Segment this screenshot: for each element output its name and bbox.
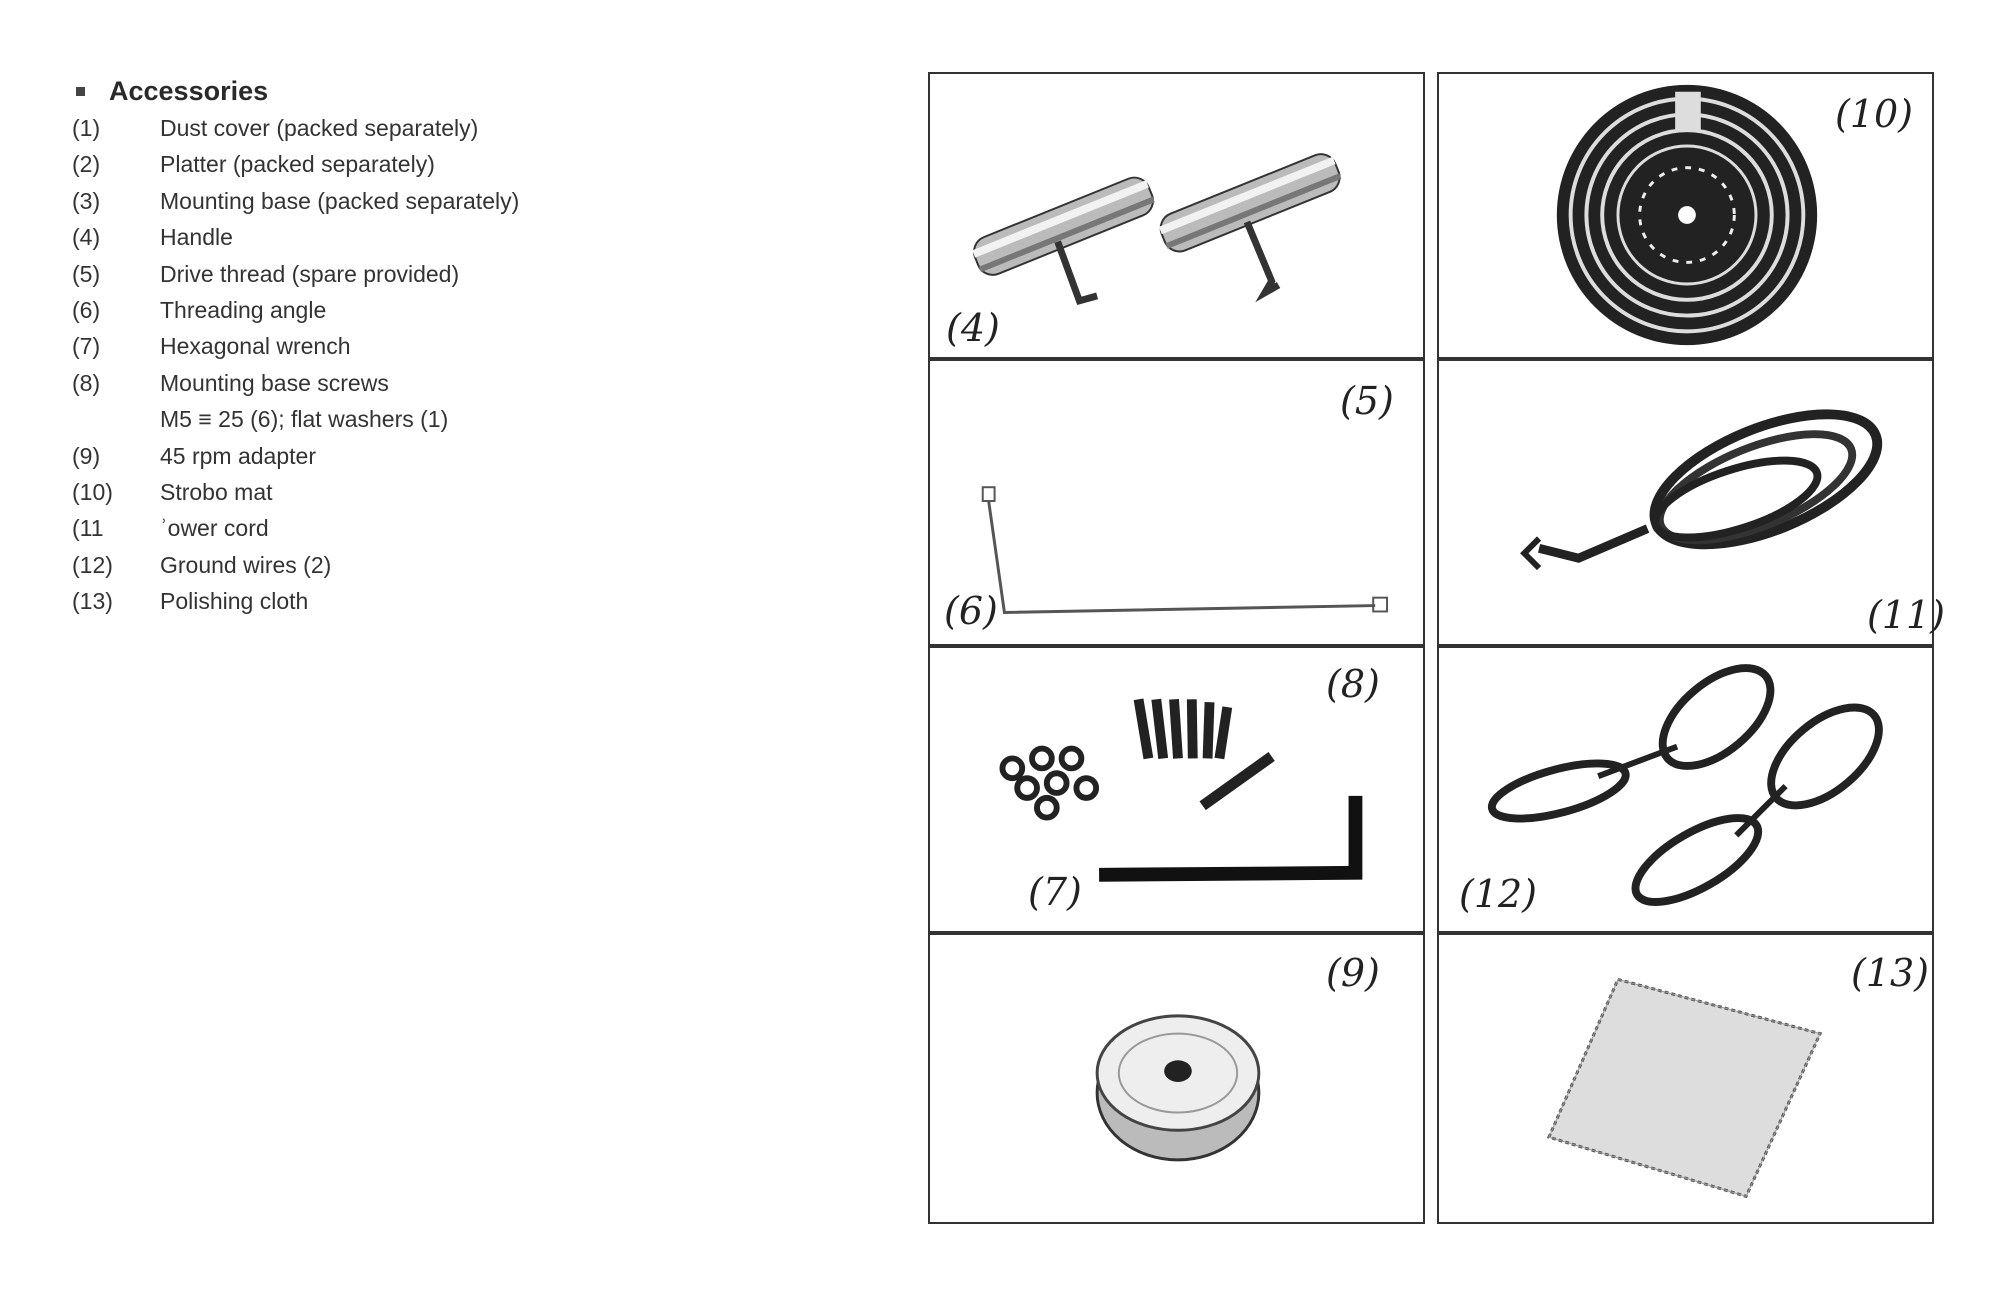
figure-label-7: (7) [1028, 870, 1082, 914]
list-item [68, 110, 888, 146]
heading-text: Accessories [109, 75, 269, 106]
figure-cell-45rpm-adapter [928, 933, 1425, 1224]
item-text: Hexagonal wrench [160, 333, 351, 360]
item-number: (4) [72, 224, 101, 251]
list-item [68, 438, 888, 474]
power-cord-illustration [1439, 361, 1932, 644]
figure-label-6: (6) [944, 589, 998, 633]
figure-label-8: (8) [1326, 662, 1380, 706]
bullet-icon [76, 87, 85, 96]
accessories-list [68, 72, 888, 620]
figure-cell-drive-thread [928, 359, 1425, 646]
item-number: (6) [72, 297, 101, 324]
figure-cell-strobo-mat [1437, 72, 1934, 359]
item-text: Mounting base (packed separately) [160, 187, 520, 214]
item-text: ʾower cord [160, 515, 269, 542]
accessories-figure-grid [928, 72, 1946, 1224]
list-item [68, 219, 888, 255]
item-number: (9) [72, 442, 101, 469]
figure-label-5: (5) [1340, 379, 1394, 423]
item-text: Drive thread (spare provided) [160, 260, 460, 287]
item-text: Polishing cloth [160, 588, 309, 615]
accessories-heading [68, 72, 888, 110]
item-8-subtext: M5 ≡ 25 (6); flat washers (1) [160, 406, 449, 433]
list-item [68, 474, 888, 510]
item-number: (2) [72, 151, 101, 178]
item-number: (11 [72, 515, 104, 542]
figure-label-11: (11) [1867, 593, 1946, 637]
figure-cell-ground-wires [1437, 646, 1934, 933]
item-number: (7) [72, 333, 101, 360]
list-item [68, 365, 888, 401]
list-item [68, 146, 888, 182]
list-item [68, 547, 888, 583]
handle-illustration [930, 74, 1423, 357]
list-item [68, 256, 888, 292]
item-text: Strobo mat [160, 479, 273, 506]
item-text: 45 rpm adapter [160, 442, 316, 469]
item-number: (1) [72, 115, 101, 141]
list-item [68, 583, 888, 619]
figure-label-10: (10) [1835, 92, 1914, 136]
item-text: Handle [160, 224, 233, 251]
figure-cell-handle [928, 72, 1425, 359]
list-item [68, 510, 888, 546]
item-text: Ground wires (2) [160, 551, 332, 578]
item-text: Dust cover (packed separately) [160, 115, 479, 141]
item-number: (12) [72, 551, 113, 578]
figure-cell-polishing-cloth [1437, 933, 1934, 1224]
figure-cell-power-cord [1437, 359, 1946, 646]
figure-label-13: (13) [1851, 951, 1930, 995]
item-number: (10) [72, 479, 113, 506]
item-text: Platter (packed separately) [160, 151, 435, 178]
list-item [68, 328, 888, 364]
list-item [68, 183, 888, 219]
figure-label-4: (4) [946, 306, 1000, 350]
item-number: (13) [72, 588, 113, 615]
figure-label-9: (9) [1326, 951, 1380, 995]
item-text: Threading angle [160, 297, 327, 324]
item-number: (8) [72, 369, 101, 396]
item-number: (3) [72, 187, 101, 214]
figure-cell-screws-wrench [928, 646, 1425, 933]
item-number: (5) [72, 260, 101, 287]
list-item [68, 292, 888, 328]
figure-label-12: (12) [1459, 872, 1538, 916]
item-text: Mounting base screws [160, 369, 389, 396]
